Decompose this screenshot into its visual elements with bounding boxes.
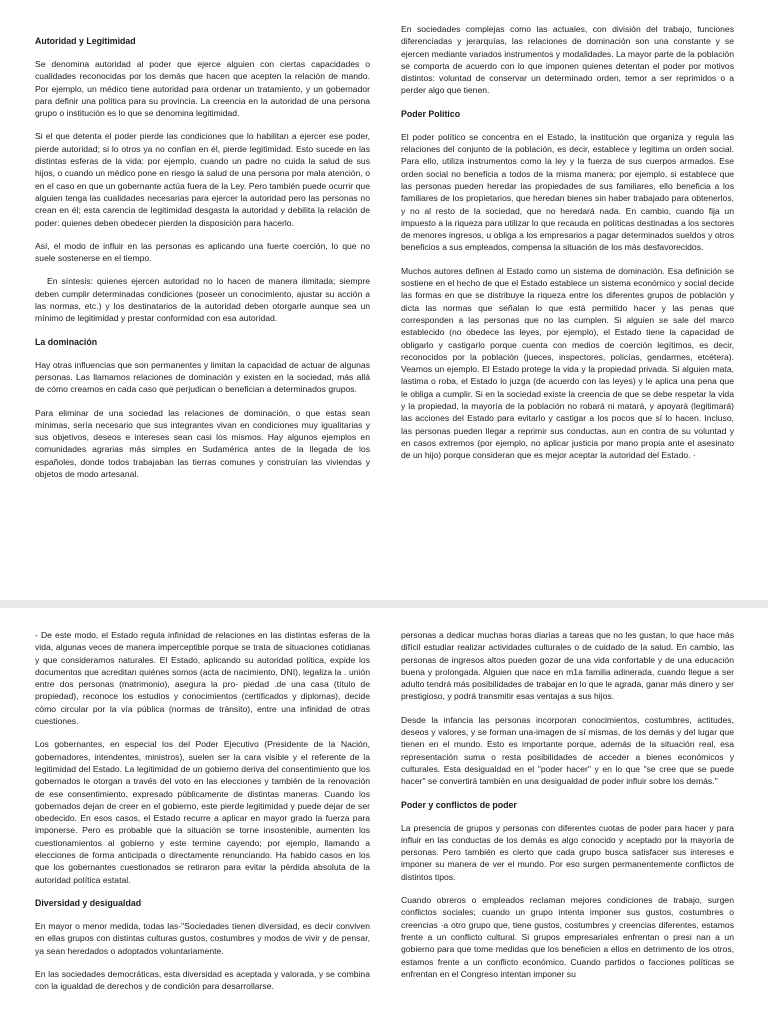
body-paragraph: Se denomina autoridad al poder que ejerce alguien con ciertas capacidades o cualidades reconocidas por los demás que hacen que acepten la relación de mando. Por ejemplo, un médico tiene autoridad para ordenar un tratamiento, y un gobernador para definir una política para su provincia. La creencia en la autoridad de una persona grupo o institución es lo que se denomina legitimidad. <box>35 59 370 119</box>
body-paragraph: Para eliminar de una sociedad las relaciones de dominación, o que estas sean mínimas, sería necesario que sus integrantes vivan en condiciones muy igualitarias y sus objetivos, deseos e intereses sean casi los mismos. Hay algunos ejemplos en comunidades agrarias más simples en Sudamérica antes de la llegada de los españoles, donde todos trabajaban las tierras comunes y construían las viviendas y objetos de modo artesanal. <box>35 407 370 480</box>
body-paragraph: - De este modo, el Estado regula infinidad de relaciones en las distintas esferas de la vida, algunas veces de manera imperceptible porque se trata de situaciones cotidianas y que consideramos naturales. El Estado, aplicando su autoridad política, expide los documentos que acreditan quiénes somos (acta de nacimiento, DNI), legaliza la . unión entre dos personas (matrimonio), asegura la pro- piedad .de una casa (título de propiedad), reconoce los estudios y conocimientos (certificados y diplomas), decide cómo circular por la vía pública (normas de tránsito), entre una infinidad de otras cuestiones. <box>35 630 370 727</box>
section-heading: Poder y conflictos de poder <box>401 799 517 810</box>
body-paragraph: Los gobernantes, en especial los del Poder Ejecutivo (Presidente de la Nación, gobernadores, intendentes, ministros), suelen ser la cara visible y el referente de la legitimidad del Estado. La legitimidad de un gobierno deriva del consentimiento que los gobernados le otorgan a través del voto en las elecciones y también de la renovación de ese consentimiento, expresado públicamente de distintas maneras. Cuando los gobernados dejan de creer en el gobierno, este pierde legitimidad y puede dejar de ser obedecido. En esos casos, el Estado recurre a aplicar en mayor grado la fuerza para imponerse. Pero es probable que la situación se torne insostenible, aumenten los cuestionamientos al gobierno y este termine cayendo; por ejemplo, llamando a elecciones de forma anticipada o directamente renunciando. Ha habido casos en los que los gobernantes cuestionados se retiraron para evitar la pérdida absoluta de la autoridad política estatal. <box>35 739 370 885</box>
section-heading: La dominación <box>35 336 98 347</box>
body-paragraph: personas a dedicar muchas horas diarias a tareas que no les gustan, lo que hace más difícil estudiar realizar actividades culturales o de cuidado de la salud. En cambio, las personas de ingresos altos pueden gozar de una vida confortable y de una educación buena y prolongada. Alguien que nace en m1a familia adinerada, cuando llegue a ser adulto tendrá más posibilidades de trabajar en lo que le agrada, ganar más dinero y ser prestigioso, y podrá transmitir esas ventajas a sus hijos. <box>401 630 734 702</box>
right-column <box>401 23 734 473</box>
body-paragraph: Muchos autores definen al Estado como un sistema de dominación. Esa definición se sostiene en el hecho de que el Estado establece un sistema económico y social decide las formas en que se distribuye la riqueza entre los diferentes grupos de población y dicta las normas que señalan lo que está permitido hacer y las penas que corresponden a las personas que no las cumplen. Si alguien se sale del marco establecido (no obedece las leyes, por ejemplo), el Estado tiene la capacidad de obligarlo y castigarlo porque cuenta con medios de coerción legítimos, es decir, reconocidos por la población (jueces, inspectores, policías, gendarmes, etcétera). Veamos un ejemplo. El Estado protege la vida y la propiedad privada. Si alguien mata, lastima o roba, el Estado lo juzga (de acuerdo con las leyes) y le aplica una pena que le obliga a cumplir. Si en la sociedad existe la creencia de que se debe respetar la vida y la propiedad, la mayoría de la población no robará ni matará, y apoyará (legitimará) las acciones del Estado para evitarlo y castigar a los pocos que sí lo hacen. Incluso, las personas pueden llegar a reprimir sus conductas, aun en contra de su voluntad y en casos extremos (por ejemplo, no aplicar justicia por mano propia ante el asesinato de un hijo) porque consideran que es mejor aceptar la autoridad del Estado. · <box>401 265 734 461</box>
body-paragraph: En síntesis: quienes ejercen autoridad no lo hacen de manera ilimitada; siempre deben cumplir determinadas condiciones (poseer un conocimiento, ajustar su acción a las normas, etc.) y los destinatarios de la autoridad deben otorgarle aunque sea un mínimo de legitimidad y prestar conformidad con esa autoridad. <box>35 276 370 324</box>
body-paragraph: Desde la infancia las personas incorporan conocimientos, costumbres, actitudes, deseos y valores, y se forman una-imagen de sí mismas, de los demás y del lugar que tienen en el mundo. Esto es importante porque, además de la situación real, esa representación suma o resta posibilidades de acceder a bienes económicos y culturales. Esta desigualdad en el "poder hacer" y en lo que "se cree que se puede hacer" se convertirá también en una desigualdad de poder influir sobre los demás." <box>401 714 734 787</box>
body-paragraph: Cuando obreros o empleados reclaman mejores condiciones de trabajo, surgen conflictos sociales; cuando un grupo intenta imponer sus gustos, costumbres o creencias ·a otro grupo que, tiene gustos, costumbres y creencias diferentes, estamos frente a un conflicto cultural. Si grupos empresariales enfrentan o presi nan a un gobierno para que tome medidas que los beneficien a ellos en detrimento de los otros, estamos frente a un conflicto económico. Cuando partidos o facciones políticas se enfrentan en el Congreso intentan imponer su <box>401 895 734 979</box>
body-paragraph: Así, el modo de influir en las personas es aplicando una fuerte coerción, lo que no suele sostenerse en el tiempo. <box>35 240 370 264</box>
body-paragraph: El poder político se concentra en el Estado, la institución que organiza y regula las relaciones del conjunto de la población, es decir, establece y legitima un orden social. Para ello, utiliza instrumentos como la ley y la fuerza de sus cuerpos armados. Ese orden social no beneficia a todos de la misma manera; por ejemplo, si establece que las personas pueden heredar las propiedades de sus familiares, ello beneficia a los familiares de los propietarios, que heredan bienes sin haber trabajado para obtenerlos, y no al resto de la sociedad, que no heredará nada. En cambio, cuando fija un impuesto a la riqueza para utilizar lo que recauda en políticas destinadas a los sectores de menores ingresos, u obliga a los empresarios a pagar determinados sueldos y otros beneficios a sus empleados, compensa la situación de los más desfavorecidos. <box>401 131 734 253</box>
section-heading: Poder Político <box>401 108 461 119</box>
document-page-2 <box>0 608 768 1024</box>
right-column <box>401 629 734 991</box>
body-paragraph: En sociedades complejas como las actuales, con división del trabajo, funciones diferenciadas y jerarquías, las relaciones de dominación son una constante y se ejercen mediante variados instrumentos y modalidades. La mayor parte de la población se comporta de acuerdo con lo que imponen quienes detentan el poder por motivos distintos: voluntad de conservar un determinado orden, temor a ser reprimidos o a perder algo que tienen. <box>401 24 734 96</box>
section-heading: Diversidad y desigualdad <box>35 897 142 908</box>
section-heading: Autoridad y Legitimidad <box>35 36 136 46</box>
left-column <box>35 35 370 491</box>
left-column <box>35 629 370 1003</box>
body-paragraph: Si el que detenta el poder pierde las condiciones que lo habilitan a ejercer ese poder, pierde autoridad; si lo otros ya no confían en él, pierde legitimidad. Esto sucede en las distintas esferas de la vida: por ejemplo, cuando un padre no cuida la salud de sus hijos, o cuando un médico pone en riesgo la salud de una persona por mala atención, o en el caso en que un gobernante actúa fuera de la Ley. Pero también puede ocurrir que alguien tenga las cualidades necesarias para ejercer la autoridad pero las personas no crean en él; esta carencia de legitimidad desgasta la autoridad y debilita la relación de poder: quienes deben obedecer pierden la disposición para hacerlo. <box>35 131 370 228</box>
body-paragraph: Hay otras influencias que son permanentes y limitan la capacidad de actuar de algunas personas. Las llamamos relaciones de dominación y existen en la sociedad, más allá de cómo creamos en cada caso que perjudican o benefician a determinados grupos. <box>35 359 370 395</box>
body-paragraph: La presencia de grupos y personas con diferentes cuotas de poder para hacer y para influir en las conductas de los demás es algo conocido y aceptado por la mayoría de personas. Pero también es cierto que cada grupo busca satisfacer sus intereses e imponer su manera de ver el mundo. Por eso surgen permanentemente conflictos de distintos tipos. <box>401 822 734 882</box>
body-paragraph: En las sociedades democráticas, esta diversidad es aceptada y valorada, y se combina con la igualdad de derechos y de condición para desarrollarse. <box>35 968 370 992</box>
body-paragraph: En mayor o menor medida, todas las-"Sociedades tienen diversidad, es decir conviven en ellas grupos con distintas culturas gustos, costumbres y modos de vivir y de pensar, ya sean heredados o adoptados voluntariamente. <box>35 920 370 956</box>
